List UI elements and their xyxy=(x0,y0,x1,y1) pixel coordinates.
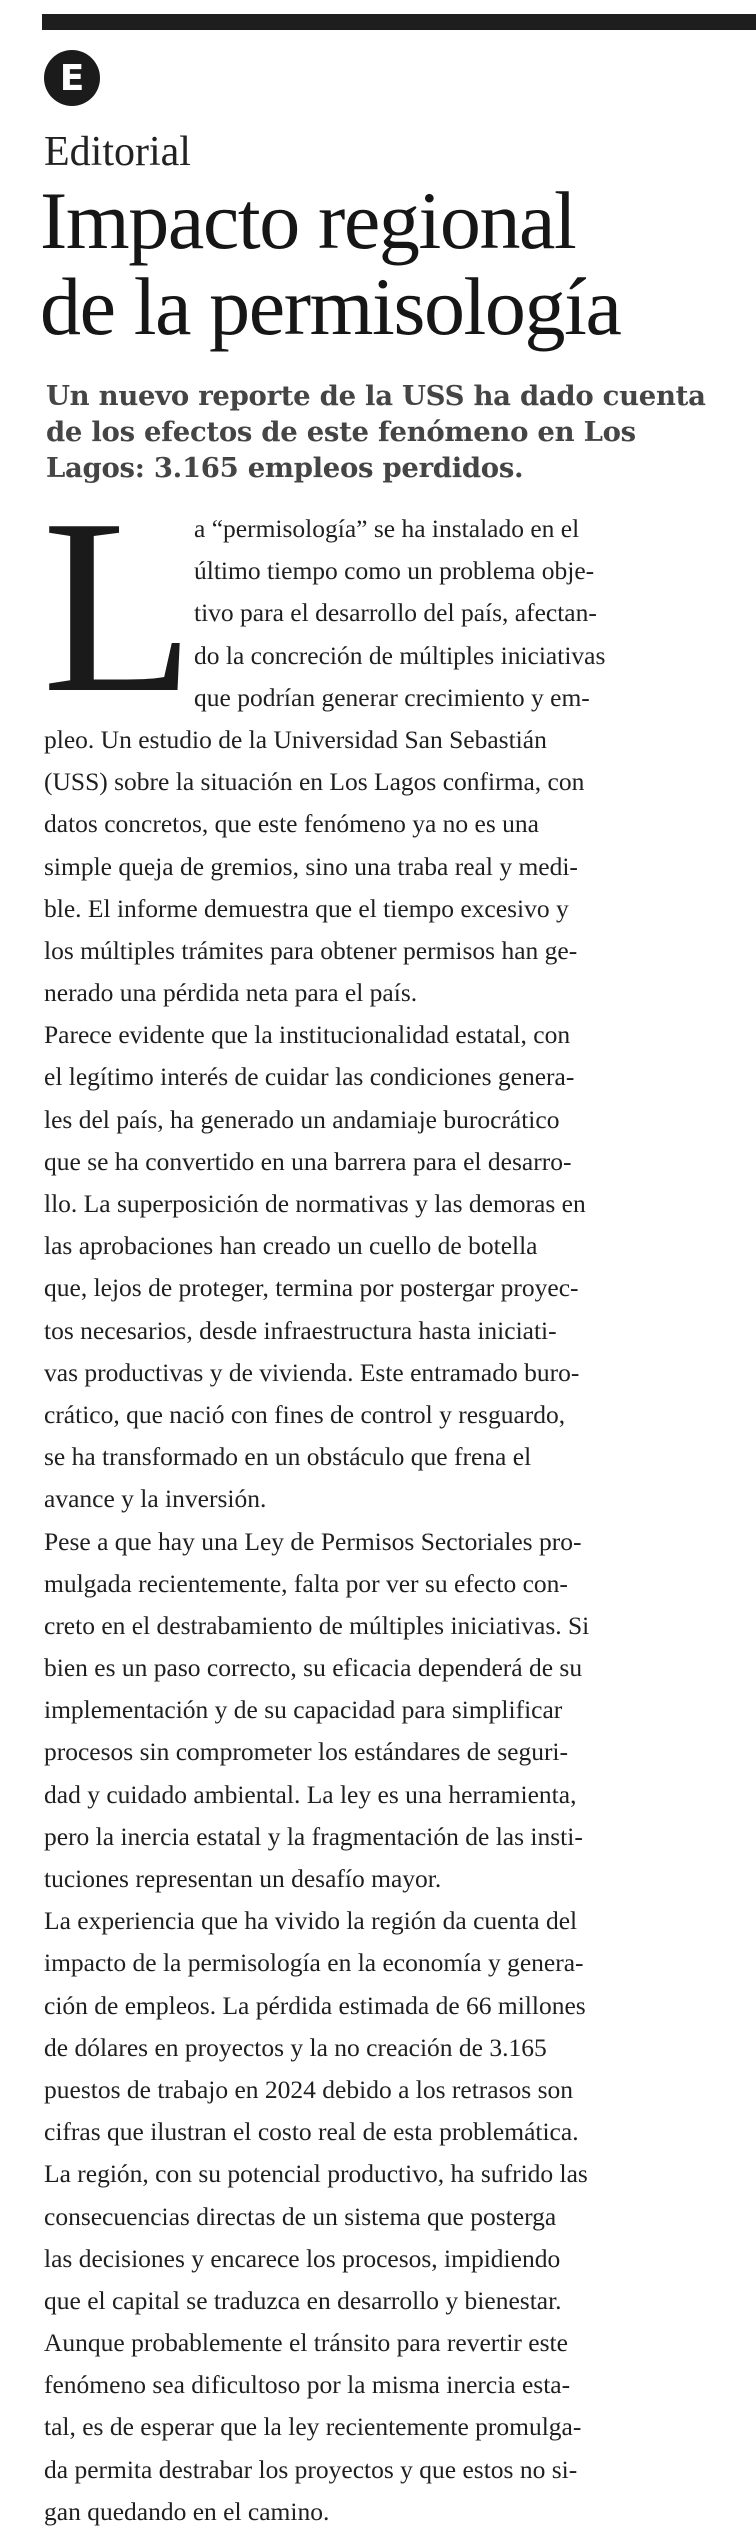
top-rule xyxy=(42,14,756,30)
body-line: último tiempo como un problema obje- xyxy=(194,556,595,586)
body-line: (USS) sobre la situación en Los Lagos confirma, con xyxy=(44,767,585,797)
body-line: do la concreción de múltiples iniciativas xyxy=(194,640,606,670)
headline-line: Impacto regional xyxy=(40,175,576,266)
body-line: tal, es de esperar que la ley recientemente promulga- xyxy=(44,2412,582,2442)
body-line: ción de empleos. La pérdida estimada de 66 millones xyxy=(44,1990,586,2020)
body-line: que se ha convertido en una barrera para el desarro- xyxy=(44,1146,572,1176)
body-line: consecuencias directas de un sistema que posterga xyxy=(44,2201,557,2231)
body-line: ble. El informe demuestra que el tiempo excesivo y xyxy=(44,893,569,923)
body-line: simple queja de gremios, sino una traba real y medi- xyxy=(44,851,578,881)
body-line: les del país, ha generado un andamiaje burocrático xyxy=(44,1104,560,1134)
editorial-badge: E xyxy=(44,50,100,106)
article-body xyxy=(44,508,744,2533)
body-line: vas productivas y de vivienda. Este entramado buro- xyxy=(44,1357,580,1387)
body-line: los múltiples trámites para obtener permisos han ge- xyxy=(44,935,578,965)
body-line: tuciones representan un desafío mayor. xyxy=(44,1864,442,1893)
body-line: puestos de trabajo en 2024 debido a los retrasos son xyxy=(44,2074,574,2104)
body-line: cifras que ilustran el costo real de esta problemática. xyxy=(44,2117,579,2147)
headline xyxy=(40,175,756,352)
body-line: nerado una pérdida neta para el país. xyxy=(44,978,418,1008)
drop-cap: L xyxy=(42,468,195,745)
body-line: procesos sin comprometer los estándares de seguri- xyxy=(44,1737,569,1767)
body-line: llo. La superposición de normativas y las demoras en xyxy=(44,1189,586,1218)
deck-line: de los efectos de este fenómeno en Los xyxy=(46,416,636,448)
body-line: se ha transformado en un obstáculo que frena el xyxy=(44,1442,532,1472)
body-line: Pese a que hay una Ley de Permisos Sectoriales pro- xyxy=(44,1526,582,1556)
body-line: La experiencia que ha vivido la región da cuenta del xyxy=(44,1906,578,1936)
body-line: dad y cuidado ambiental. La ley es una herramienta, xyxy=(44,1779,577,1809)
body-line: pleo. Un estudio de la Universidad San Sebastián xyxy=(44,724,547,754)
body-line: da permita destrabar los proyectos y que estos no si- xyxy=(44,2454,578,2484)
headline-line: de la permisología xyxy=(40,261,621,352)
body-line: avance y la inversión. xyxy=(44,1484,267,1514)
body-line: las decisiones y encarece los procesos, impidiendo xyxy=(44,2243,561,2273)
body-line: La región, con su potencial productivo, ha sufrido las xyxy=(44,2159,588,2189)
body-line: las aprobaciones han creado un cuello de botella xyxy=(44,1231,538,1261)
body-line: implementación y de su capacidad para simplificar xyxy=(44,1695,563,1725)
body-line: que podrían generar crecimiento y em- xyxy=(194,682,590,712)
body-line: de dólares en proyectos y la no creación de 3.165 xyxy=(44,2032,547,2062)
body-line: impacto de la permisología en la economía y genera- xyxy=(44,1948,584,1978)
body-line: a “permisología” se ha instalado en el xyxy=(194,514,580,543)
body-line: mulgada recientemente, falta por ver su efecto con- xyxy=(44,1568,568,1598)
body-line: fenómeno sea dificultoso por la misma inercia esta- xyxy=(44,2370,571,2400)
section-label: Editorial xyxy=(44,129,191,175)
body-line: el legítimo interés de cuidar las condiciones genera- xyxy=(44,1062,575,1092)
deck-line: Un nuevo reporte de la USS ha dado cuenta xyxy=(46,380,706,412)
body-line: creto en el destrabamiento de múltiples iniciativas. Si xyxy=(44,1610,590,1640)
body-line: tivo para el desarrollo del país, afectan- xyxy=(194,598,597,628)
body-line: que el capital se traduzca en desarrollo y bienestar. xyxy=(44,2285,562,2315)
body-line: Parece evidente que la institucionalidad estatal, con xyxy=(44,1020,571,1050)
body-line: que, lejos de proteger, termina por postergar proyec- xyxy=(44,1273,579,1303)
body-line: bien es un paso correcto, su eficacia dependerá de su xyxy=(44,1653,583,1683)
deck-line: Lagos: 3.165 empleos perdidos. xyxy=(46,452,524,484)
body-line: crático, que nació con fines de control y resguardo, xyxy=(44,1399,566,1429)
body-line: tos necesarios, desde infraestructura hasta iniciati- xyxy=(44,1315,557,1345)
body-line: pero la inercia estatal y la fragmentación de las insti- xyxy=(44,1821,583,1851)
body-line: datos concretos, que este fenómeno ya no es una xyxy=(44,809,539,839)
body-line: Aunque probablemente el tránsito para revertir este xyxy=(44,2328,568,2358)
body-line: gan quedando en el camino. xyxy=(44,2496,330,2526)
